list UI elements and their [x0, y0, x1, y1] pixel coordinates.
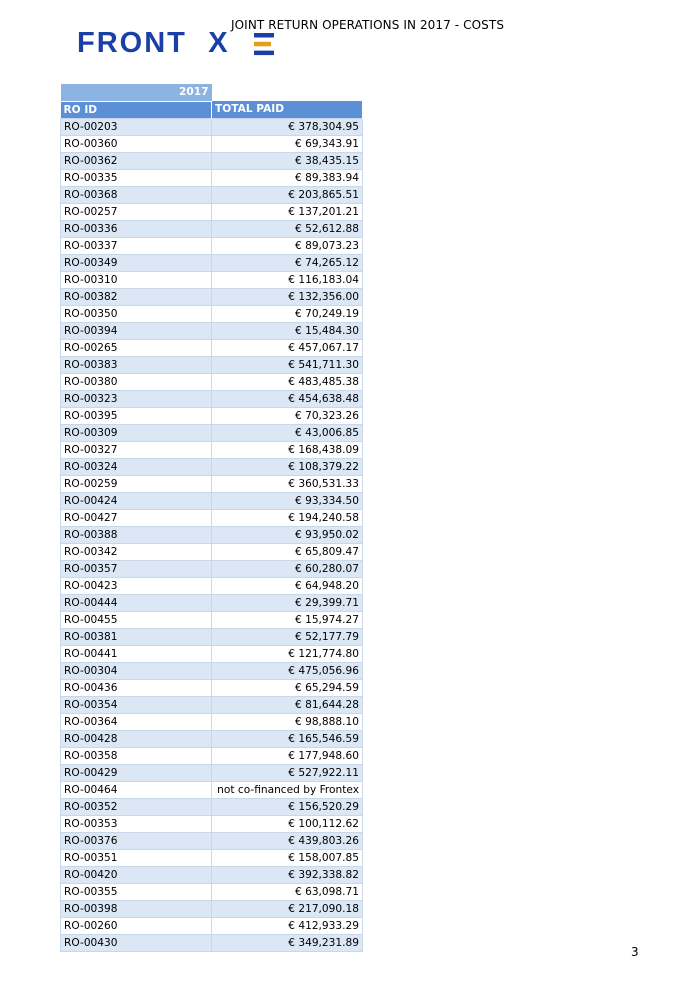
total-paid-cell: € 81,644.28	[212, 696, 363, 713]
table-row	[61, 815, 363, 832]
ro-id-cell: RO-00362	[61, 152, 212, 169]
total-paid-cell: € 194,240.58	[212, 509, 363, 526]
total-paid-cell: € 98,888.10	[212, 713, 363, 730]
table-row	[61, 526, 363, 543]
ro-id-cell: RO-00423	[61, 577, 212, 594]
total-paid-cell: € 89,073.23	[212, 237, 363, 254]
table-row	[61, 934, 363, 951]
table-row	[61, 407, 363, 424]
total-paid-cell: € 177,948.60	[212, 747, 363, 764]
ro-id-cell: RO-00352	[61, 798, 212, 815]
page-number: 3	[631, 945, 639, 959]
table-row	[61, 424, 363, 441]
ro-id-cell: RO-00444	[61, 594, 212, 611]
ro-id-cell: RO-00337	[61, 237, 212, 254]
ro-id-cell: RO-00351	[61, 849, 212, 866]
ro-id-cell: RO-00420	[61, 866, 212, 883]
table-row	[61, 186, 363, 203]
ro-id-cell: RO-00360	[61, 135, 212, 152]
table-row	[61, 254, 363, 271]
ro-id-cell: RO-00257	[61, 203, 212, 220]
total-paid-cell: € 475,056.96	[212, 662, 363, 679]
table-row	[61, 220, 363, 237]
document-title: JOINT RETURN OPERATIONS IN 2017 - COSTS	[231, 18, 505, 32]
total-paid-cell: € 100,112.62	[212, 815, 363, 832]
table-row	[61, 832, 363, 849]
total-paid-cell: € 93,334.50	[212, 492, 363, 509]
total-paid-cell: € 203,865.51	[212, 186, 363, 203]
total-paid-cell: € 60,280.07	[212, 560, 363, 577]
ro-id-cell: RO-00429	[61, 764, 212, 781]
table-row	[61, 883, 363, 900]
table-row	[61, 203, 363, 220]
table-row	[61, 135, 363, 152]
table-row	[61, 645, 363, 662]
ro-id-cell: RO-00376	[61, 832, 212, 849]
total-paid-cell: € 65,294.59	[212, 679, 363, 696]
total-paid-cell: € 52,612.88	[212, 220, 363, 237]
table-row	[61, 866, 363, 883]
total-paid-cell: € 168,438.09	[212, 441, 363, 458]
table-row	[61, 169, 363, 186]
total-paid-cell: € 43,006.85	[212, 424, 363, 441]
column-header-ro-id: RO ID	[61, 101, 212, 118]
ro-id-cell: RO-00381	[61, 628, 212, 645]
ro-id-cell: RO-00304	[61, 662, 212, 679]
ro-id-cell: RO-00354	[61, 696, 212, 713]
ro-id-cell: RO-00430	[61, 934, 212, 951]
total-paid-cell: € 349,231.89	[212, 934, 363, 951]
total-paid-cell: € 69,343.91	[212, 135, 363, 152]
total-paid-cell: € 15,974.27	[212, 611, 363, 628]
table-row	[61, 271, 363, 288]
table-row	[61, 322, 363, 339]
ro-id-cell: RO-00265	[61, 339, 212, 356]
table-body	[61, 118, 363, 951]
table-row	[61, 577, 363, 594]
table-row	[61, 696, 363, 713]
table-row	[61, 339, 363, 356]
ro-id-cell: RO-00327	[61, 441, 212, 458]
table-row	[61, 118, 363, 135]
table-row	[61, 747, 363, 764]
column-header-row	[61, 101, 363, 118]
total-paid-cell: € 392,338.82	[212, 866, 363, 883]
total-paid-cell: € 63,098.71	[212, 883, 363, 900]
table-row	[61, 849, 363, 866]
total-paid-cell: € 378,304.95	[212, 118, 363, 135]
table-row	[61, 594, 363, 611]
ro-id-cell: RO-00357	[61, 560, 212, 577]
ro-id-cell: RO-00350	[61, 305, 212, 322]
total-paid-cell: € 15,484.30	[212, 322, 363, 339]
total-paid-cell: € 65,809.47	[212, 543, 363, 560]
ro-id-cell: RO-00368	[61, 186, 212, 203]
column-header-total-paid: TOTAL PAID	[212, 101, 363, 118]
total-paid-cell: € 412,933.29	[212, 917, 363, 934]
table-row	[61, 543, 363, 560]
ro-id-cell: RO-00355	[61, 883, 212, 900]
total-paid-cell: € 132,356.00	[212, 288, 363, 305]
ro-id-cell: RO-00398	[61, 900, 212, 917]
table-row	[61, 390, 363, 407]
total-paid-cell: € 89,383.94	[212, 169, 363, 186]
ro-id-cell: RO-00358	[61, 747, 212, 764]
table-row	[61, 764, 363, 781]
ro-id-cell: RO-00441	[61, 645, 212, 662]
ro-id-cell: RO-00383	[61, 356, 212, 373]
total-paid-cell: € 483,485.38	[212, 373, 363, 390]
total-paid-cell: € 29,399.71	[212, 594, 363, 611]
total-paid-cell: € 156,520.29	[212, 798, 363, 815]
ro-id-cell: RO-00342	[61, 543, 212, 560]
total-paid-cell: € 93,950.02	[212, 526, 363, 543]
ro-id-cell: RO-00323	[61, 390, 212, 407]
ro-id-cell: RO-00336	[61, 220, 212, 237]
ro-id-cell: RO-00382	[61, 288, 212, 305]
ro-id-cell: RO-00464	[61, 781, 212, 798]
table-row	[61, 798, 363, 815]
logo-text: FRONT X	[77, 27, 230, 59]
total-paid-cell: € 439,803.26	[212, 832, 363, 849]
table-row	[61, 917, 363, 934]
total-paid-cell: € 52,177.79	[212, 628, 363, 645]
table-row	[61, 152, 363, 169]
total-paid-cell: € 217,090.18	[212, 900, 363, 917]
ro-id-cell: RO-00310	[61, 271, 212, 288]
total-paid-cell: € 137,201.21	[212, 203, 363, 220]
logo-e-mark-icon	[253, 31, 275, 57]
table-row	[61, 730, 363, 747]
table-row	[61, 560, 363, 577]
total-paid-cell: € 70,249.19	[212, 305, 363, 322]
table-row	[61, 441, 363, 458]
table-row	[61, 781, 363, 798]
total-paid-cell: € 70,323.26	[212, 407, 363, 424]
table-row	[61, 237, 363, 254]
total-paid-cell: € 457,067.17	[212, 339, 363, 356]
table-row	[61, 662, 363, 679]
table-row	[61, 373, 363, 390]
ro-id-cell: RO-00428	[61, 730, 212, 747]
ro-id-cell: RO-00427	[61, 509, 212, 526]
ro-id-cell: RO-00455	[61, 611, 212, 628]
total-paid-cell: € 64,948.20	[212, 577, 363, 594]
total-paid-cell: € 74,265.12	[212, 254, 363, 271]
ro-id-cell: RO-00349	[61, 254, 212, 271]
table-row	[61, 305, 363, 322]
year-header-row	[61, 84, 363, 101]
table-row	[61, 288, 363, 305]
total-paid-cell: € 360,531.33	[212, 475, 363, 492]
total-paid-cell: € 121,774.80	[212, 645, 363, 662]
table-row	[61, 492, 363, 509]
ro-id-cell: RO-00353	[61, 815, 212, 832]
total-paid-cell: € 165,546.59	[212, 730, 363, 747]
ro-id-cell: RO-00309	[61, 424, 212, 441]
ro-id-cell: RO-00388	[61, 526, 212, 543]
table-row	[61, 475, 363, 492]
ro-id-cell: RO-00436	[61, 679, 212, 696]
total-paid-cell: € 38,435.15	[212, 152, 363, 169]
table-row	[61, 356, 363, 373]
ro-id-cell: RO-00380	[61, 373, 212, 390]
total-paid-cell: € 108,379.22	[212, 458, 363, 475]
ro-id-cell: RO-00203	[61, 118, 212, 135]
ro-id-cell: RO-00335	[61, 169, 212, 186]
ro-id-cell: RO-00424	[61, 492, 212, 509]
table-row	[61, 509, 363, 526]
ro-id-cell: RO-00260	[61, 917, 212, 934]
total-paid-cell: € 158,007.85	[212, 849, 363, 866]
total-paid-cell: not co-financed by Frontex	[212, 781, 363, 798]
ro-id-cell: RO-00324	[61, 458, 212, 475]
ro-id-cell: RO-00395	[61, 407, 212, 424]
table-row	[61, 900, 363, 917]
costs-table	[60, 84, 363, 952]
total-paid-cell: € 541,711.30	[212, 356, 363, 373]
table-row	[61, 458, 363, 475]
total-paid-cell: € 116,183.04	[212, 271, 363, 288]
table-row	[61, 679, 363, 696]
table-row	[61, 628, 363, 645]
year-cell: 2017	[61, 84, 212, 101]
ro-id-cell: RO-00259	[61, 475, 212, 492]
ro-id-cell: RO-00364	[61, 713, 212, 730]
ro-id-cell: RO-00394	[61, 322, 212, 339]
total-paid-cell: € 454,638.48	[212, 390, 363, 407]
table-row	[61, 611, 363, 628]
total-paid-cell: € 527,922.11	[212, 764, 363, 781]
table-row	[61, 713, 363, 730]
